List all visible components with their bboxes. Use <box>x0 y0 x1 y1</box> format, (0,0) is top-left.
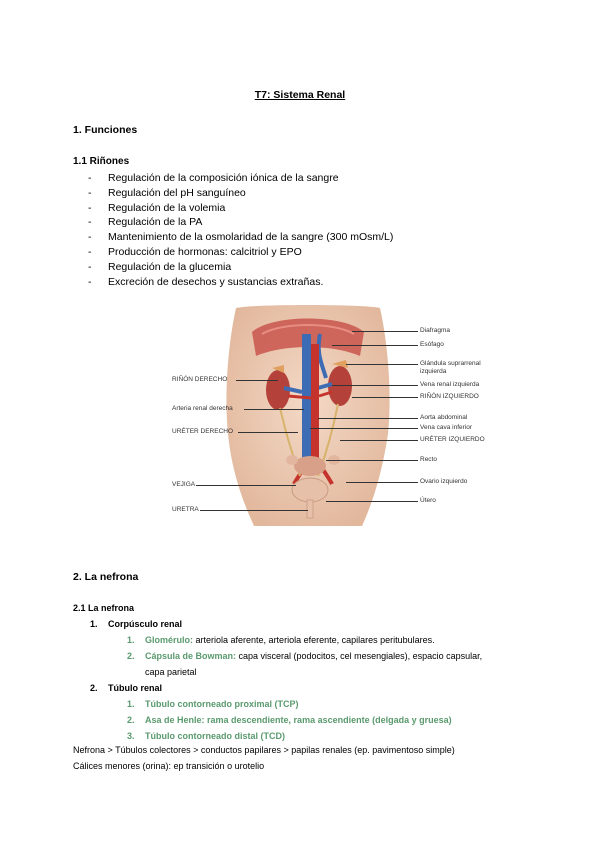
label-arteria-renal-derecha: Arteria renal derecha <box>172 405 233 412</box>
calices-line: Cálices menores (orina): ep transición o urotelio <box>73 761 265 771</box>
list-item: - Excreción de desechos y sustancias extrañas. <box>88 275 393 290</box>
label-vena-renal-izquierda: Vena renal izquierda <box>420 381 480 388</box>
list-item-tubulo-renal: 2. Túbulo renal <box>90 683 162 693</box>
list-item-tcp: 1. Túbulo contorneado proximal (TCP) <box>127 699 299 709</box>
label-aorta-abdominal: Aorta abdominal <box>420 414 468 421</box>
label-uretra: URETRA <box>172 506 199 513</box>
list-item: - Regulación de la composición iónica de la sangre <box>88 171 393 186</box>
label-diafragma: Diafragma <box>420 327 450 334</box>
funciones-list <box>88 171 393 289</box>
list-item: - Mantenimiento de la osmolaridad de la sangre (300 mOsm/L) <box>88 230 393 245</box>
label-vena-cava-inferior: Vena cava inferior <box>420 424 473 431</box>
list-item: - Producción de hormonas: calcitriol y EPO <box>88 245 393 260</box>
list-item-capsula-bowman: 2. Cápsula de Bowman: capa visceral (podocitos, cel mesengiales), espacio capsular, <box>127 651 483 661</box>
section-heading-nefrona: 2. La nefrona <box>73 571 139 583</box>
label-ureter-izquierdo: URÉTER IZQUIERDO <box>420 436 485 443</box>
subsection-heading-la-nefrona: 2.1 La nefrona <box>73 603 135 613</box>
label-glandula-suprarrenal-2: izquierda <box>420 368 447 375</box>
list-item: - Regulación de la volemia <box>88 201 393 216</box>
label-vejiga: VEJIGA <box>172 481 196 488</box>
list-item-corpusculo: 1. Corpúsculo renal <box>90 619 183 629</box>
list-item-asa-henle: 2. Asa de Henle: rama descendiente, rama ascendiente (delgada y gruesa) <box>127 715 452 725</box>
list-item: - Regulación de la glucemia <box>88 260 393 275</box>
label-utero: Útero <box>420 497 436 504</box>
page-title: T7: Sistema Renal <box>254 89 346 101</box>
label-recto: Recto <box>420 456 437 463</box>
list-item-tcd: 3. Túbulo contorneado distal (TCD) <box>127 731 285 741</box>
label-rinon-derecho: RIÑÓN DERECHO <box>172 376 228 383</box>
label-ovario-izquierdo: Ovario izquierdo <box>420 478 468 485</box>
nefrona-flow-line: Nefrona > Túbulos colectores > conductos papilares > papilas renales (ep. pavimentoso simple) <box>73 745 455 755</box>
label-esofago: Esófago <box>420 341 444 348</box>
label-glandula-suprarrenal: Glándula suprarrenal <box>420 360 481 367</box>
section-heading-funciones: 1. Funciones <box>73 124 138 136</box>
urinary-system-illustration <box>222 304 394 526</box>
list-item-capsula-cont: capa parietal <box>145 667 197 677</box>
list-item: - Regulación de la PA <box>88 215 393 230</box>
list-item: - Regulación del pH sanguíneo <box>88 186 393 201</box>
label-rinon-izquierdo: RIÑÓN IZQUIERDO <box>420 393 479 400</box>
subsection-heading-rinones: 1.1 Riñones <box>73 156 130 167</box>
label-ureter-derecho: URÉTER DERECHO <box>172 428 234 435</box>
list-item-glomerulo: 1. Glomérulo: arteriola aferente, arteriola eferente, capilares peritubulares. <box>127 635 435 645</box>
